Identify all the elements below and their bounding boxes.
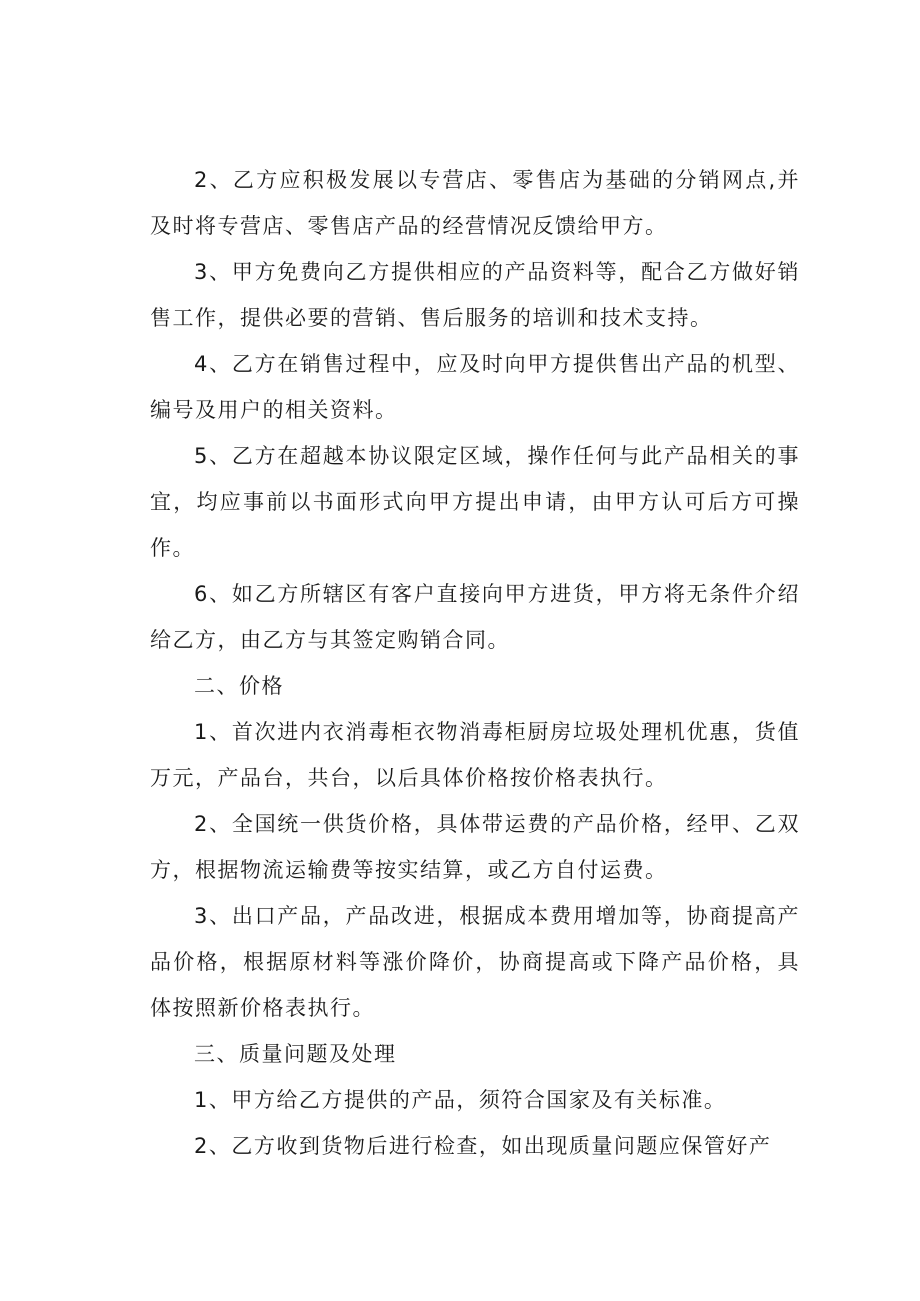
paragraph: 2、乙方收到货物后进行检查，如出现质量问题应保管好产 [194, 1134, 772, 1158]
paragraph: 5、乙方在超越本协议限定区域，操作任何与此产品相关的事宜，均应事前以书面形式向甲方提出申请，由甲方认可后方可操作。 [150, 444, 800, 560]
section-heading-price: 二、价格 [194, 674, 284, 698]
paragraph: 3、甲方免费向乙方提供相应的产品资料等，配合乙方做好销售工作，提供必要的营销、售后服务的培训和技术支持。 [150, 260, 800, 330]
paragraph: 2、乙方应积极发展以专营店、零售店为基础的分销网点,并及时将专营店、零售店产品的经营情况反馈给甲方。 [150, 168, 800, 238]
paragraph: 3、出口产品，产品改进，根据成本费用增加等，协商提高产品价格，根据原材料等涨价降价，协商提高或下降产品价格，具体按照新价格表执行。 [150, 904, 800, 1020]
document-body [150, 157, 800, 1169]
paragraph: 2、全国统一供货价格，具体带运费的产品价格，经甲、乙双方，根据物流运输费等按实结算，或乙方自付运费。 [150, 812, 800, 882]
paragraph: 4、乙方在销售过程中，应及时向甲方提供售出产品的机型、编号及用户的相关资料。 [150, 352, 800, 422]
paragraph: 1、甲方给乙方提供的产品，须符合国家及有关标准。 [194, 1088, 727, 1112]
section-heading-quality: 三、质量问题及处理 [194, 1042, 397, 1066]
paragraph: 1、首次进内衣消毒柜衣物消毒柜厨房垃圾处理机优惠，货值万元，产品台，共台，以后具体价格按价格表执行。 [150, 720, 800, 790]
paragraph: 6、如乙方所辖区有客户直接向甲方进货，甲方将无条件介绍给乙方，由乙方与其签定购销合同。 [150, 582, 800, 652]
